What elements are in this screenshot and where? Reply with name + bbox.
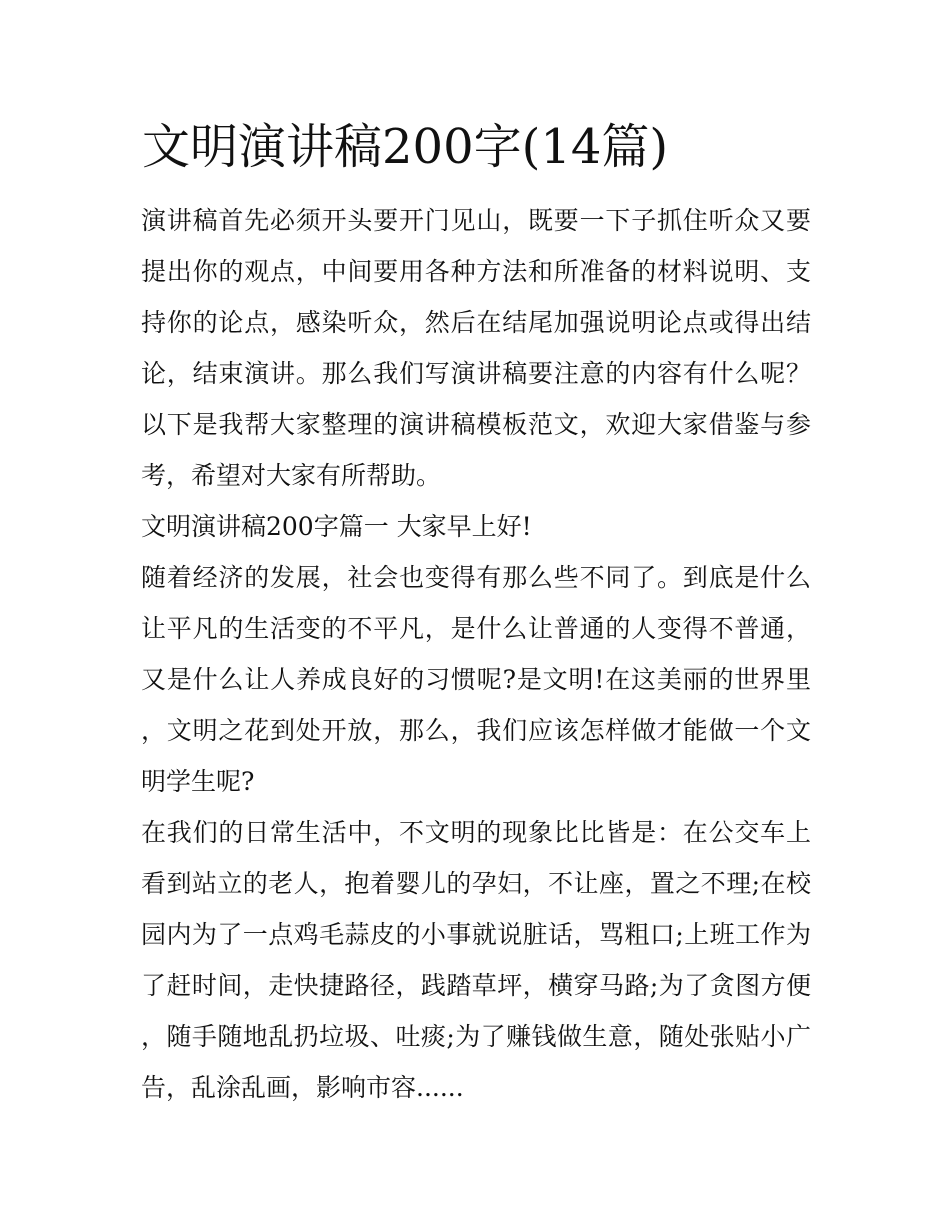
intro-paragraph: 演讲稿首先必须开头要开门见山，既要一下子抓住听众又要提出你的观点，中间要用各种方法和所准备的材料说明、支持你的论点，感染听众，然后在结尾加强说明论点或得出结论，结束演讲。那么我们写演讲稿要注意的内容有什么呢？以下是我帮大家整理的演讲稿模板范文，欢迎大家借鉴与参考，希望对大家有所帮助。: [141, 206, 811, 490]
document-body: [141, 195, 811, 1113]
section-heading-paragraph: 文明演讲稿200字篇一 大家早上好!: [141, 512, 532, 541]
body-paragraph-1: 随着经济的发展，社会也变得有那么些不同了。到底是什么让平凡的生活变的不平凡，是什么让普通的人变得不普通，又是什么让人养成良好的习惯呢?是文明!在这美丽的世界里，文明之花到处开放，那么，我们应该怎样做才能做一个文明学生呢?: [141, 563, 811, 796]
document-title: 文明演讲稿200字(14篇): [142, 119, 669, 175]
body-paragraph-2: 在我们的日常生活中，不文明的现象比比皆是：在公交车上看到站立的老人，抱着婴儿的孕妇，不让座，置之不理;在校园内为了一点鸡毛蒜皮的小事就说脏话，骂粗口;上班工作为了赶时间，走快捷路径，践踏草坪，横穿马路;为了贪图方便，随手随地乱扔垃圾、吐痰;为了赚钱做生意，随处张贴小广告，乱涂乱画，影响市容......: [141, 818, 811, 1102]
